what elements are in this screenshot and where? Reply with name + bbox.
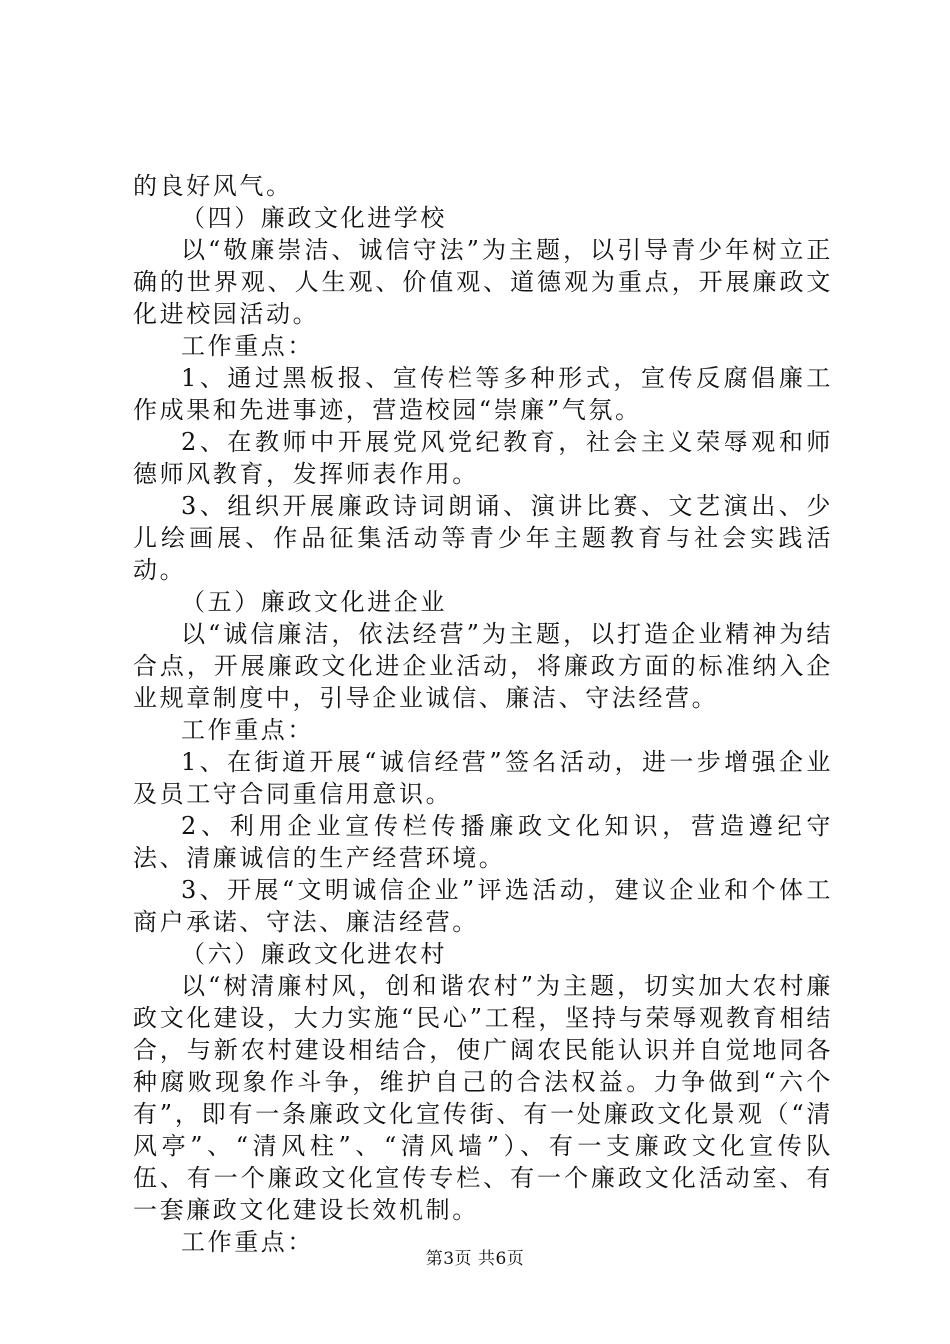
list-item: 2、在教师中开展党风党纪教育，社会主义荣辱观和师德师风教育，发挥师表作用。 [133,428,833,488]
paragraph-enterprises-theme: 以“诚信廉洁，依法经营”为主题，以打造企业精神为结合点，开展廉政文化进企业活动，将廉政方面的标准纳入企业规章制度中，引导企业诚信、廉洁、守法经营。 [133,620,833,712]
document-body [133,170,833,1258]
paragraph-villages-theme: 以“树清廉村风，创和谐农村”为主题，切实加大农村廉政文化建设，大力实施“民心”工程，坚持与荣辱观教育相结合，与新农村建设相结合，使广阔农民能认识并自觉地同各种腐败现象作斗争，维护自己的合法权益。力争做到“六个有”，即有一条廉政文化宣传街、有一处廉政文化景观（“清风亭”、“清风柱”、“清风墙”）、有一支廉政文化宣传队伍、有一个廉政文化宣传专栏、有一个廉政文化活动室、有一套廉政文化建设长效机制。 [133,972,833,1224]
list-item: 1、在街道开展“诚信经营”签名活动，进一步增强企业及员工守合同重信用意识。 [133,748,833,808]
paragraph-schools-theme: 以“敬廉崇洁、诚信守法”为主题，以引导青少年树立正确的世界观、人生观、价值观、道德观为重点，开展廉政文化进校园活动。 [133,236,833,328]
page-footer: 第3页 共6页 [425,1249,525,1269]
paragraph-continuation: 的良好风气。 [133,172,293,200]
section-heading-villages: （六）廉政文化进农村 [181,940,447,968]
list-item: 3、组织开展廉政诗词朗诵、演讲比赛、文艺演出、少儿绘画展、作品征集活动等青少年主题教育与社会实践活动。 [133,492,833,584]
work-focus-label: 工作重点： [181,1228,314,1256]
list-item: 1、通过黑板报、宣传栏等多种形式，宣传反腐倡廉工作成果和先进事迹，营造校园“崇廉”气氛。 [133,364,833,424]
section-heading-schools: （四）廉政文化进学校 [181,204,447,232]
list-item: 3、开展“文明诚信企业”评选活动，建议企业和个体工商户承诺、守法、廉洁经营。 [133,876,833,936]
section-heading-enterprises: （五）廉政文化进企业 [181,588,447,616]
work-focus-label: 工作重点： [181,332,314,360]
work-focus-label: 工作重点： [181,716,314,744]
list-item: 2、利用企业宣传栏传播廉政文化知识，营造遵纪守法、清廉诚信的生产经营环境。 [133,812,833,872]
